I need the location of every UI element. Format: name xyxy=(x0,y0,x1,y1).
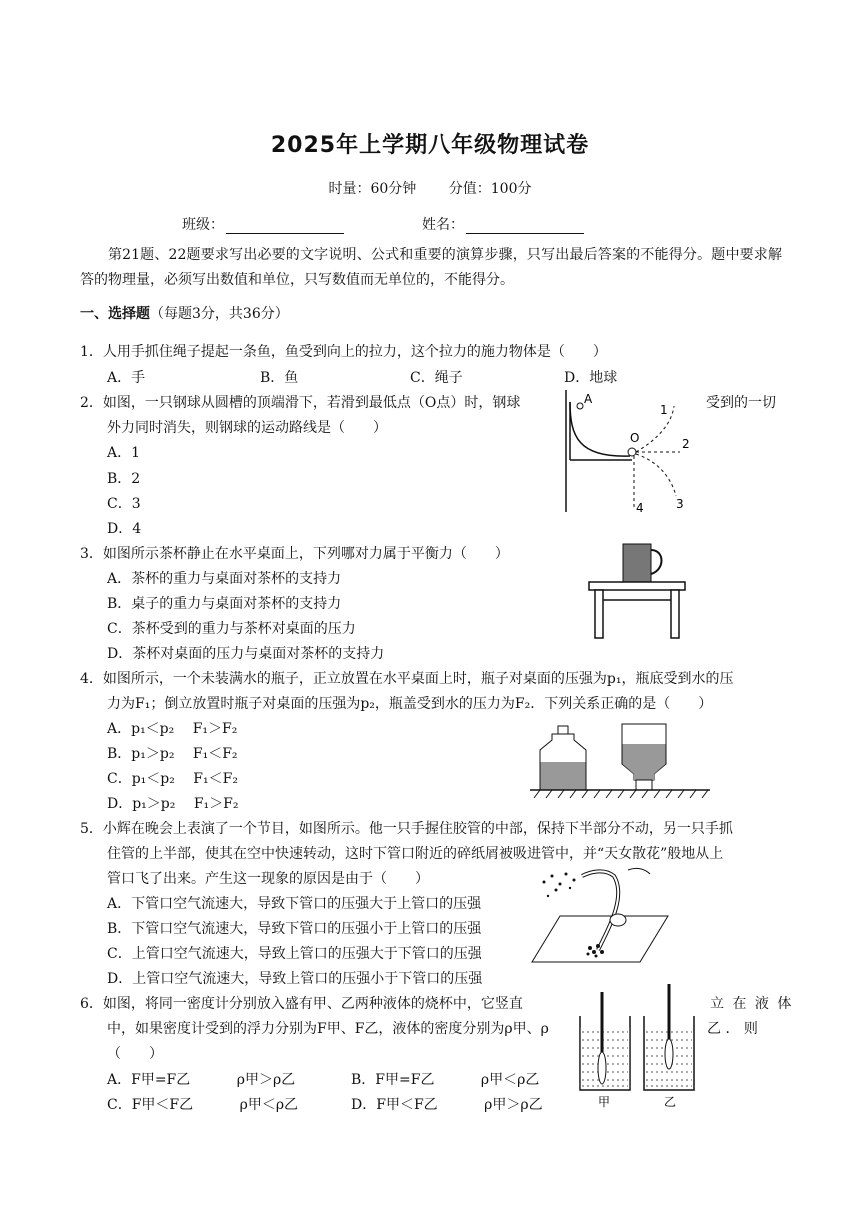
q5-option-c: C．上管口空气流速大，导致上管口的压强大于下管口的压强 xyxy=(107,946,482,962)
name-blank xyxy=(466,219,584,234)
q6-label-yi: 乙 xyxy=(664,1095,677,1109)
q5-option-a: A．下管口空气流速大，导致下管口的压强大于上管口的压强 xyxy=(107,896,482,912)
q3-option-c: C．茶杯受到的重力与茶杯对桌面的压力 xyxy=(107,621,356,637)
q4-option-d: D．p₁＞p₂ F₁＞F₂ xyxy=(107,796,239,812)
q6-hydrometer-left-bulb xyxy=(598,1052,606,1084)
q1-option-c: C．绳子 xyxy=(410,370,463,386)
q6-option-a: A．F甲=F乙 ρ甲＞ρ乙 xyxy=(107,1072,296,1088)
q4-bottle1-water xyxy=(541,762,586,790)
q5-option-b: B．下管口空气流速大，导致下管口的压强小于上管口的压强 xyxy=(107,921,482,937)
q3-option-a: A．茶杯的重力与桌面对茶杯的支持力 xyxy=(107,571,342,587)
q4-bottle1-cap xyxy=(558,726,568,734)
q3-tabletop xyxy=(589,582,685,590)
section-1-note: （每题3分，共36分） xyxy=(150,306,289,322)
q5-paper-sheet xyxy=(532,916,668,962)
q1-option-a: A．手 xyxy=(107,370,146,386)
q5-stem-line1: 5．小辉在晚会上表演了一个节目，如图所示。他一只手握住胶管的中部，保持下半部分不动，另一只手抓 xyxy=(80,821,733,837)
q6-stem-line1: 6．如图，将同一密度计分别放入盛有甲、乙两种液体的烧杯中，它竖直 xyxy=(80,996,523,1012)
q6-stem-line1-end: 立 在 液 体 xyxy=(710,996,792,1012)
q3-table-leg-left xyxy=(595,590,603,638)
q3-option-b: B．桌子的重力与桌面对茶杯的支持力 xyxy=(107,596,342,612)
q6-hydrometer-right-bulb xyxy=(665,1039,673,1069)
q1-option-b: B．鱼 xyxy=(260,370,299,386)
section-1-heading xyxy=(80,303,289,323)
q5-option-d: D．上管口空气流速大，导致上管口的压强小于下管口的压强 xyxy=(107,971,483,987)
q6-option-c: C．F甲＜F乙 ρ甲＜ρ乙 xyxy=(107,1097,299,1113)
name-label: 姓名： xyxy=(422,217,464,233)
name-field xyxy=(422,214,584,234)
q3-table-leg-right xyxy=(671,590,679,638)
q2-stem-line1-end: 受到的一切 xyxy=(706,395,776,411)
q5-stem-line3: 管口飞了出来。产生这一现象的原因是由于（ ） xyxy=(107,871,429,887)
q5-rotation-arrow xyxy=(628,868,650,874)
q2-label-4: 4 xyxy=(636,501,644,515)
class-field xyxy=(182,214,344,234)
q2-stem-line1: 2．如图，一只钢球从圆槽的顶端滑下，若滑到最低点（O点）时，钢球 xyxy=(80,395,521,411)
q2-option-d: D．4 xyxy=(107,521,142,537)
exam-time: 时量：60分钟 xyxy=(328,181,417,197)
class-blank xyxy=(226,219,344,234)
q2-label-o: O xyxy=(630,431,640,445)
instructions: 第21题、22题要求写出必要的文字说明、公式和重要的演算步骤，只写出最后答案的不能得分。题中要求解答的物理量，必须写出数值和单位，只写数值而无单位的，不能得分。 xyxy=(80,247,782,288)
q5-tube-figure xyxy=(530,866,670,968)
q3-cup-handle xyxy=(651,550,662,574)
q2-option-c: C．3 xyxy=(107,496,141,512)
class-label: 班级： xyxy=(182,217,224,233)
q2-arc-track xyxy=(570,402,630,456)
q4-stem-line1: 4．如图所示，一个未装满水的瓶子，正立放置在水平桌面上时，瓶子对桌面的压强为p₁，瓶底受到水的压 xyxy=(80,671,734,687)
q4-stem-line2: 力为F₁；倒立放置时瓶子对桌面的压强为p₂，瓶盖受到水的压力为F₂．下列关系正确的是（ ） xyxy=(107,696,713,712)
q3-cup-table-figure xyxy=(585,540,690,642)
q5-paper-bits-top xyxy=(543,873,576,898)
q6-stem-line2-end: 乙 ． 则 xyxy=(707,1021,758,1037)
exam-info xyxy=(0,178,860,198)
q2-option-b: B．2 xyxy=(107,471,141,487)
q4-bottle2-water xyxy=(623,744,666,780)
q4-bottle2-cap xyxy=(636,780,652,790)
q5-stem-line2: 住管的上半部，使其在空中快速转动，这时下管口附近的碎纸屑被吸进管中，并“天女散花”般地从上 xyxy=(107,846,724,862)
q5-hand xyxy=(610,914,626,926)
q3-option-d: D．茶杯对桌面的压力与桌面对茶杯的支持力 xyxy=(107,646,385,662)
exam-score: 分值：100分 xyxy=(448,181,532,197)
exam-title: 2025年上学期八年级物理试卷 xyxy=(270,133,590,158)
q2-label-a: A xyxy=(584,392,593,406)
q6-option-b: B．F甲=F乙 ρ甲＜ρ乙 xyxy=(351,1072,540,1088)
q6-hydrometer-figure xyxy=(572,982,704,1110)
q2-stem-line2: 外力同时消失，则钢球的运动路线是（ ） xyxy=(107,420,387,436)
q1-stem: 1．人用手抓住绳子提起一条鱼，鱼受到向上的拉力，这个拉力的施力物体是（ ） xyxy=(80,344,607,360)
q2-label-1: 1 xyxy=(660,403,668,417)
q4-bottles-figure xyxy=(530,722,712,800)
q6-stem-line3: （ ） xyxy=(107,1046,163,1062)
q3-stem: 3．如图所示茶杯静止在水平桌面上，下列哪对力属于平衡力（ ） xyxy=(80,546,509,562)
q4-option-a: A．p₁＜p₂ F₁＞F₂ xyxy=(107,721,238,737)
q4-option-c: C．p₁＜p₂ F₁＜F₂ xyxy=(107,771,238,787)
q2-ball-bottom xyxy=(628,448,636,456)
q2-path-1 xyxy=(636,406,674,452)
q2-label-2: 2 xyxy=(682,437,690,451)
q2-track-figure xyxy=(560,388,700,516)
q2-ball-start xyxy=(577,403,583,409)
q3-teacup xyxy=(623,544,651,582)
section-1-title: 一、选择题 xyxy=(80,306,150,322)
q2-path-3 xyxy=(636,454,676,496)
q1-option-d: D．地球 xyxy=(564,370,618,386)
q2-label-3: 3 xyxy=(676,497,684,511)
q4-ground-hatch xyxy=(534,790,708,798)
q6-option-d: D．F甲＜F乙 ρ甲＞ρ乙 xyxy=(351,1097,543,1113)
q6-label-jia: 甲 xyxy=(598,1095,611,1109)
q2-option-a: A．1 xyxy=(107,445,141,461)
q6-stem-line2: 中，如果密度计受到的浮力分别为F甲、F乙，液体的密度分别为ρ甲、ρ xyxy=(107,1021,549,1037)
q4-option-b: B．p₁＞p₂ F₁＜F₂ xyxy=(107,746,238,762)
